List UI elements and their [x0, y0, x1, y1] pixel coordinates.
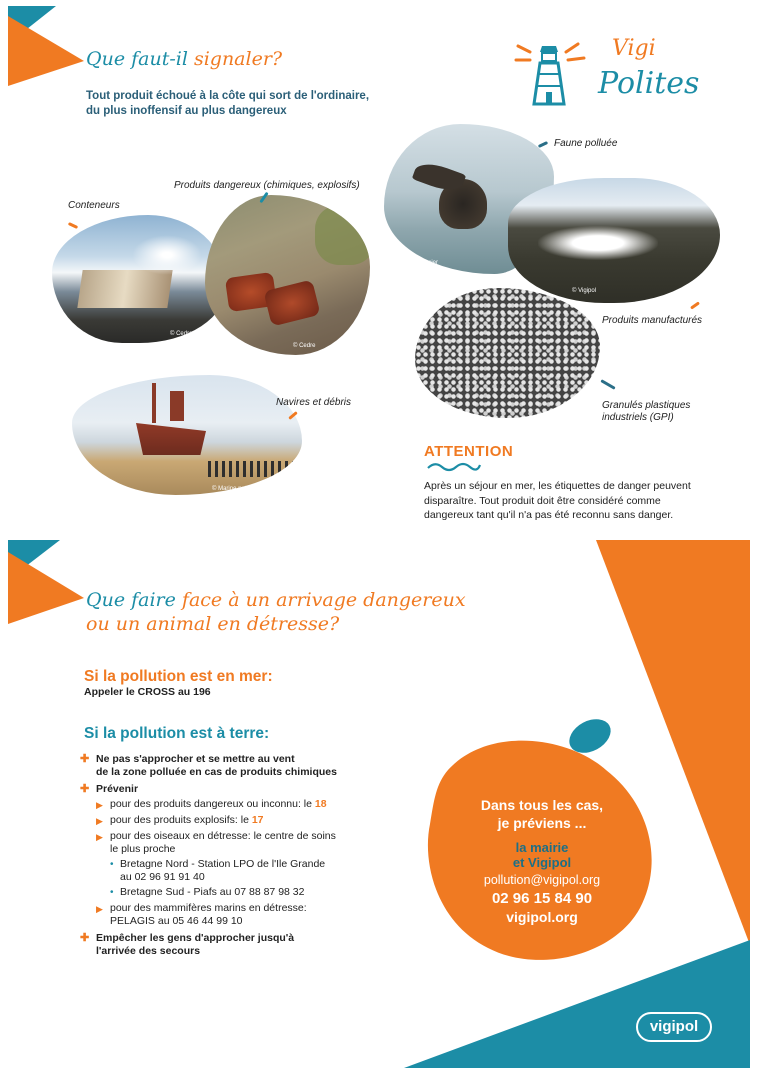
callout-text	[436, 796, 648, 926]
dot-bullet-icon: •	[110, 887, 114, 898]
attention-line3: dangereux tant qu'il n'a pas été reconnu sans danger.	[424, 509, 674, 521]
marker-conteneurs	[68, 222, 78, 229]
photo-navires	[72, 375, 302, 495]
terre-heading: Si la pollution est à terre:	[84, 725, 270, 742]
credit-manufactures: © Vigipol	[572, 288, 596, 294]
callout-line4: et Vigipol	[512, 855, 572, 870]
plus-bullet-icon: ✚	[80, 753, 90, 765]
section2-title-line1	[86, 588, 466, 612]
triangle-bullet-icon: ▶	[96, 800, 103, 810]
logo-polites: Polites	[598, 66, 700, 101]
corner-triangles-bottom	[8, 540, 88, 626]
s4-line1: pour des mammifères marins en détresse:	[110, 902, 307, 914]
marker-manufactures	[690, 301, 700, 309]
dot-bullet-icon: •	[110, 859, 114, 870]
attention-line2: disparaître. Tout produit doit être considéré comme	[424, 494, 661, 507]
sublist-item-oiseaux	[96, 830, 380, 899]
s1-text: pour des produits dangereux ou inconnu: le	[110, 798, 312, 810]
terre-list	[80, 753, 380, 962]
mer-heading: Si la pollution est en mer:	[84, 668, 273, 685]
callout-phone[interactable]: 02 96 15 84 90	[491, 890, 593, 907]
b2-label: Prévenir	[96, 783, 139, 795]
wave-icon	[426, 460, 482, 472]
s2-text: pour des produits explosifs: le	[110, 814, 249, 826]
contact-bretagne-sud	[110, 886, 380, 899]
number-18: 18	[314, 798, 327, 810]
marker-granules	[600, 379, 615, 390]
section2-title-part2: face à un arrivage dangereux	[181, 589, 466, 611]
callout-line2: je préviens ...	[497, 815, 587, 831]
section2-title-part1: Que faire	[86, 589, 176, 611]
list-item-ne-pas-approcher	[80, 753, 380, 779]
lighthouse-icon	[512, 36, 588, 112]
label-navires: Navires et débris	[276, 397, 352, 408]
credit-faune: © Marc Tessier	[398, 260, 438, 266]
label-granules-line2: industriels (GPI)	[602, 412, 674, 423]
b3-line2: l'arrivée des secours	[96, 945, 201, 957]
label-faune: Faune polluée	[554, 138, 618, 149]
sublist-item-mammiferes	[96, 902, 380, 928]
logo-vigi: Vigi	[612, 36, 656, 61]
triangle-bullet-icon: ▶	[96, 904, 103, 914]
photo-conteneurs	[52, 215, 227, 343]
sud-text: Bretagne Sud - Piafs au 07 88 87 98 32	[120, 886, 305, 898]
sublist-item-17	[96, 814, 380, 827]
b3-line1: Empêcher les gens d'approcher jusqu'à	[96, 932, 295, 944]
sublist-item-18	[96, 798, 380, 811]
s4-line2: PELAGIS au 05 46 44 99 10	[110, 915, 243, 927]
section2-title	[86, 588, 466, 636]
subtitle-line2: du plus inoffensif au plus dangereux	[86, 105, 287, 117]
section1-subtitle	[86, 89, 369, 119]
vigipolites-logo	[512, 36, 722, 112]
section1-title-part1: Que faut-il	[86, 48, 188, 70]
b1-line1: Ne pas s'approcher et se mettre au vent	[96, 753, 295, 765]
label-produits-dangereux: Produits dangereux (chimiques, explosifs)	[174, 180, 360, 191]
callout-line3: la mairie	[515, 840, 569, 855]
callout-website[interactable]: vigipol.org	[506, 909, 578, 925]
subtitle-line1: Tout produit échoué à la côte qui sort de l'ordinaire,	[86, 90, 370, 102]
triangle-bullet-icon: ▶	[96, 832, 103, 842]
nord-line1: Bretagne Nord - Station LPO de l'Ile Grande	[120, 858, 326, 870]
label-manufactures: Produits manufacturés	[602, 315, 703, 326]
attention-title: ATTENTION	[424, 443, 514, 460]
section2-title-line2: ou un animal en détresse?	[86, 613, 340, 635]
credit-navires: © Marine nationale	[212, 486, 263, 492]
oiseaux-contacts	[110, 858, 380, 899]
prevenir-sublist	[96, 798, 380, 928]
mer-text: Appeler le CROSS au 196	[84, 686, 211, 698]
marker-faune	[538, 141, 548, 148]
label-granules-line1: Granulés plastiques	[602, 400, 691, 411]
vigipol-logo-text: vigipol	[649, 1018, 699, 1035]
s3-line1: pour des oiseaux en détresse: le centre de soins	[110, 830, 336, 842]
attention-line1: Après un séjour en mer, les étiquettes de danger peuvent	[424, 480, 691, 492]
label-conteneurs: Conteneurs	[68, 200, 120, 211]
label-granules	[602, 400, 690, 424]
nord-line2: au 02 96 91 91 40	[120, 871, 205, 883]
section1-title-part2: signaler?	[193, 48, 283, 70]
number-17: 17	[251, 814, 264, 826]
vigipol-logo	[636, 1012, 712, 1042]
callout-line1: Dans tous les cas,	[480, 797, 604, 813]
attention-text	[424, 479, 691, 523]
plus-bullet-icon: ✚	[80, 932, 90, 944]
list-item-prevenir	[80, 783, 380, 928]
corner-triangles-top	[8, 6, 88, 88]
credit-produits-dangereux: © Cedre	[293, 343, 316, 349]
plus-bullet-icon: ✚	[80, 783, 90, 795]
list-item-empecher	[80, 932, 380, 958]
photo-manufactures	[508, 178, 720, 303]
s3-line2: le plus proche	[110, 843, 176, 855]
callout-email[interactable]: pollution@vigipol.org	[483, 873, 601, 887]
section1-title	[86, 48, 282, 70]
credit-conteneurs: © Cedre	[170, 331, 193, 337]
photo-granules	[415, 288, 600, 418]
contact-bretagne-nord	[110, 858, 380, 884]
triangle-bullet-icon: ▶	[96, 816, 103, 826]
b1-line2: de la zone polluée en cas de produits chimiques	[96, 766, 337, 778]
photo-produits-dangereux	[205, 195, 370, 355]
